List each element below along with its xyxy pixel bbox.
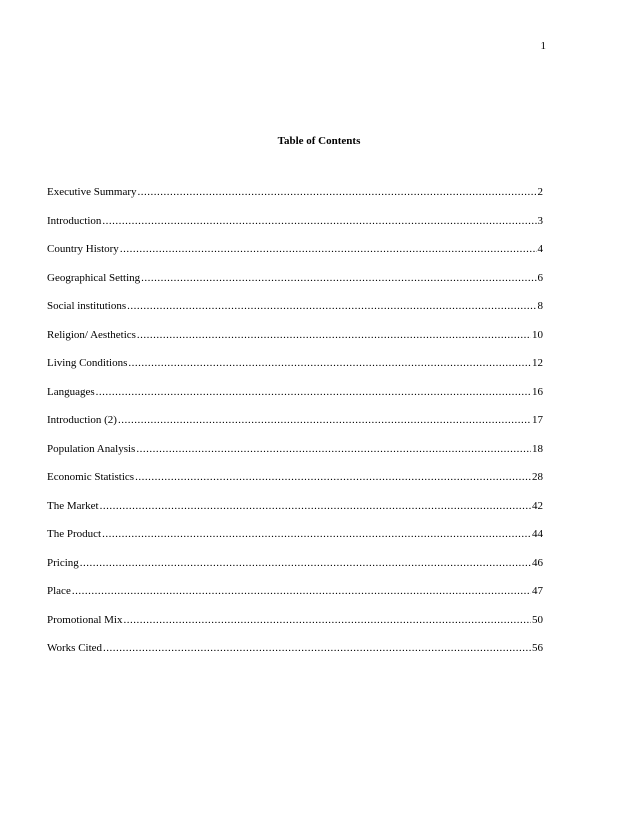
- toc-entry-label: Population Analysis: [47, 442, 136, 455]
- toc-entry-label: Place: [47, 585, 71, 597]
- toc-entry[interactable]: [47, 584, 543, 613]
- toc-entry[interactable]: [47, 185, 543, 214]
- toc-leader: [102, 214, 536, 228]
- toc-entry[interactable]: [47, 385, 543, 414]
- toc-entry[interactable]: [47, 242, 543, 271]
- toc-leader: [136, 442, 531, 456]
- toc-entry-label: Economic Statistics: [47, 471, 135, 483]
- toc-entry-page: 44: [532, 528, 543, 540]
- toc-leader: [103, 641, 531, 655]
- toc-entry[interactable]: [47, 271, 543, 300]
- table-of-contents: [47, 185, 543, 670]
- toc-entry[interactable]: [47, 613, 543, 642]
- page-number: 1: [540, 40, 546, 52]
- toc-leader: [141, 271, 536, 285]
- toc-leader: [127, 299, 536, 313]
- toc-entry[interactable]: [47, 442, 543, 471]
- toc-entry-label: Pricing: [47, 556, 79, 569]
- toc-leader: [128, 356, 531, 370]
- toc-entry-page: 2: [537, 186, 543, 198]
- toc-entry[interactable]: [47, 556, 543, 585]
- toc-entry[interactable]: [47, 470, 543, 499]
- page-title: Table of Contents: [277, 135, 361, 147]
- toc-entry[interactable]: [47, 499, 543, 528]
- toc-leader: [80, 556, 531, 570]
- toc-entry-page: 16: [532, 385, 543, 398]
- toc-leader: [120, 242, 537, 256]
- toc-entry-page: 50: [532, 613, 543, 626]
- toc-entry-page: 56: [532, 642, 543, 654]
- toc-entry-page: 3: [537, 214, 543, 227]
- toc-leader: [72, 584, 531, 598]
- toc-entry-label: The Market: [47, 499, 99, 512]
- toc-entry[interactable]: [47, 299, 543, 328]
- toc-leader: [138, 185, 537, 199]
- toc-leader: [123, 613, 531, 627]
- toc-entry[interactable]: [47, 328, 543, 357]
- toc-leader: [135, 470, 531, 484]
- toc-entry-page: 18: [532, 442, 543, 455]
- toc-entry-page: 42: [532, 499, 543, 512]
- toc-entry-page: 28: [532, 471, 543, 483]
- toc-entry-label: Social institutions: [47, 300, 127, 312]
- toc-entry-page: 8: [537, 300, 543, 312]
- toc-entry-page: 47: [532, 585, 543, 597]
- toc-entry-page: 4: [537, 243, 543, 255]
- toc-entry[interactable]: [47, 413, 543, 442]
- toc-entry-page: 46: [532, 556, 543, 569]
- toc-leader: [102, 527, 531, 541]
- toc-entry-label: Languages: [47, 385, 95, 398]
- toc-leader: [96, 385, 531, 399]
- toc-entry-page: 17: [532, 414, 543, 426]
- toc-entry-label: Works Cited: [47, 642, 103, 654]
- toc-entry-label: Country History: [47, 243, 119, 255]
- toc-entry-label: Geographical Setting: [47, 271, 141, 284]
- toc-entry-label: Living Conditions: [47, 357, 128, 369]
- toc-leader: [137, 328, 531, 342]
- toc-entry-label: The Product: [47, 528, 102, 540]
- toc-entry[interactable]: [47, 527, 543, 556]
- toc-entry-label: Introduction: [47, 214, 102, 227]
- toc-entry-label: Introduction (2): [47, 414, 117, 426]
- toc-entry-page: 6: [537, 271, 543, 284]
- toc-entry-label: Promotional Mix: [47, 613, 123, 626]
- toc-entry-label: Executive Summary: [47, 186, 137, 198]
- toc-leader: [100, 499, 531, 513]
- toc-entry[interactable]: [47, 214, 543, 243]
- toc-entry-page: 12: [532, 357, 543, 369]
- toc-entry[interactable]: [47, 641, 543, 670]
- toc-entry-page: 10: [532, 328, 543, 341]
- toc-entry-label: Religion/ Aesthetics: [47, 328, 136, 341]
- toc-entry[interactable]: [47, 356, 543, 385]
- toc-leader: [118, 413, 531, 427]
